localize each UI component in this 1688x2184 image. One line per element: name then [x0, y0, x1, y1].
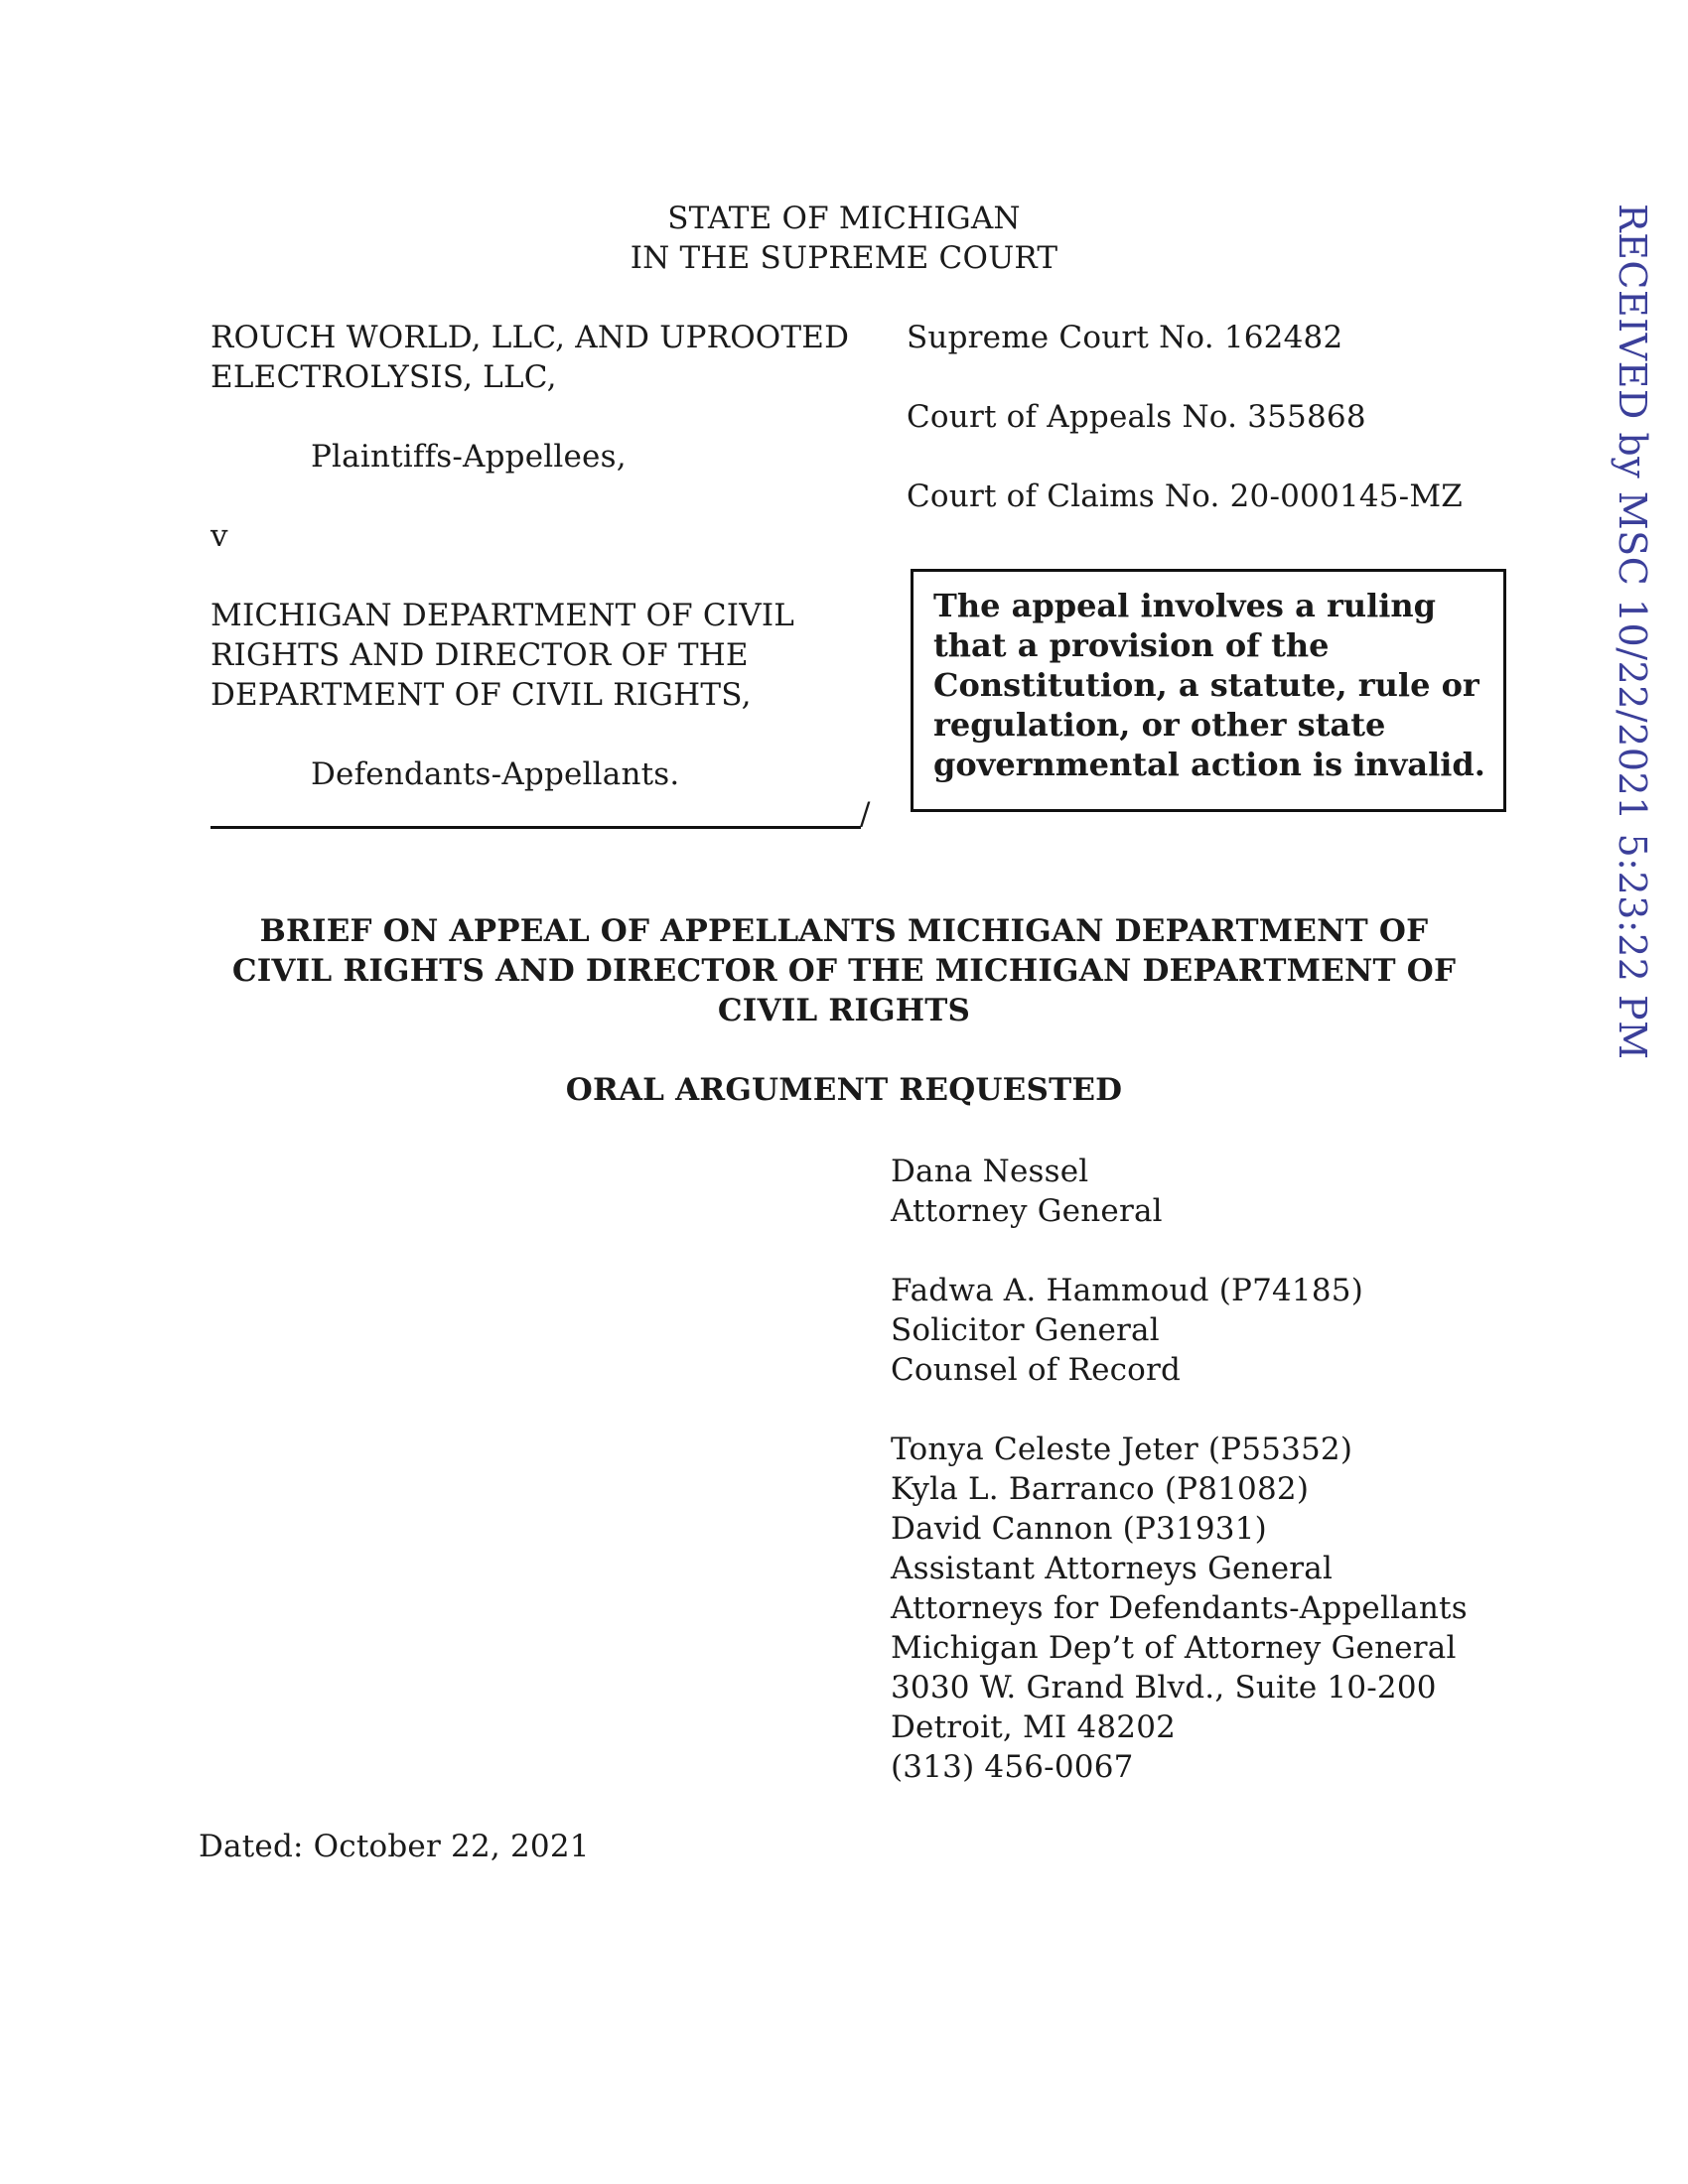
defendants-name-line3: DEPARTMENT OF CIVIL RIGHTS, — [211, 677, 752, 713]
plaintiffs-role: Plaintiffs-Appellees, — [311, 439, 627, 475]
office-city: Detroit, MI 48202 — [891, 1709, 1177, 1745]
defendants-name-line2: RIGHTS AND DIRECTOR OF THE — [211, 637, 749, 673]
caption-closing-slash: / — [860, 796, 871, 832]
dated-line: Dated: October 22, 2021 — [199, 1829, 590, 1864]
office-phone: (313) 456-0067 — [891, 1749, 1134, 1785]
notice-line: The appeal involves a ruling — [933, 587, 1437, 624]
brief-title-line3: CIVIL RIGHTS — [717, 993, 971, 1028]
invalidity-notice-box — [911, 569, 1506, 812]
office-street: 3030 W. Grand Blvd., Suite 10-200 — [891, 1670, 1437, 1706]
court-of-claims-number: Court of Claims No. 20-000145-MZ — [907, 478, 1464, 514]
attorneys-for-line: Attorneys for Defendants-Appellants — [891, 1590, 1468, 1626]
court-of-appeals-number: Court of Appeals No. 355868 — [907, 399, 1366, 435]
caption-state: STATE OF MICHIGAN — [667, 201, 1021, 236]
notice-line: that a provision of the — [933, 626, 1330, 664]
counsel-of-record: Counsel of Record — [891, 1352, 1182, 1388]
assistant-attorneys-general: Assistant Attorneys General — [891, 1551, 1334, 1586]
defendants-name-line1: MICHIGAN DEPARTMENT OF CIVIL — [211, 598, 795, 633]
attorney-name: David Cannon (P31931) — [891, 1511, 1267, 1547]
brief-title-line1: BRIEF ON APPEAL OF APPELLANTS MICHIGAN DEPARTMENT OF — [259, 913, 1429, 949]
received-stamp-text: RECEIVED by MSC 10/22/2021 5:23:22 PM — [1611, 204, 1654, 1060]
plaintiffs-name-line2: ELECTROLYSIS, LLC, — [211, 359, 557, 395]
attorney-general-title: Attorney General — [891, 1193, 1163, 1229]
attorney-general-name: Dana Nessel — [891, 1154, 1089, 1189]
defendants-role: Defendants-Appellants. — [311, 756, 680, 792]
solicitor-general-title: Solicitor General — [891, 1312, 1160, 1348]
solicitor-general-name: Fadwa A. Hammoud (P74185) — [891, 1273, 1363, 1308]
notice-line: Constitution, a statute, rule or — [933, 666, 1479, 704]
brief-title-line2: CIVIL RIGHTS AND DIRECTOR OF THE MICHIGAN DEPARTMENT OF — [231, 953, 1457, 989]
notice-line: regulation, or other state — [933, 706, 1386, 744]
oral-argument-requested: ORAL ARGUMENT REQUESTED — [565, 1072, 1123, 1108]
caption-court: IN THE SUPREME COURT — [630, 240, 1058, 276]
office-name: Michigan Dep’t of Attorney General — [891, 1630, 1457, 1666]
versus: v — [211, 518, 228, 554]
caption-rule — [211, 826, 861, 829]
attorney-name: Tonya Celeste Jeter (P55352) — [891, 1432, 1353, 1467]
supreme-court-number: Supreme Court No. 162482 — [907, 320, 1343, 355]
attorney-name: Kyla L. Barranco (P81082) — [891, 1471, 1310, 1507]
received-stamp — [1603, 204, 1662, 1060]
plaintiffs-name-line1: ROUCH WORLD, LLC, AND UPROOTED — [211, 320, 850, 355]
notice-line: governmental action is invalid. — [933, 746, 1485, 783]
